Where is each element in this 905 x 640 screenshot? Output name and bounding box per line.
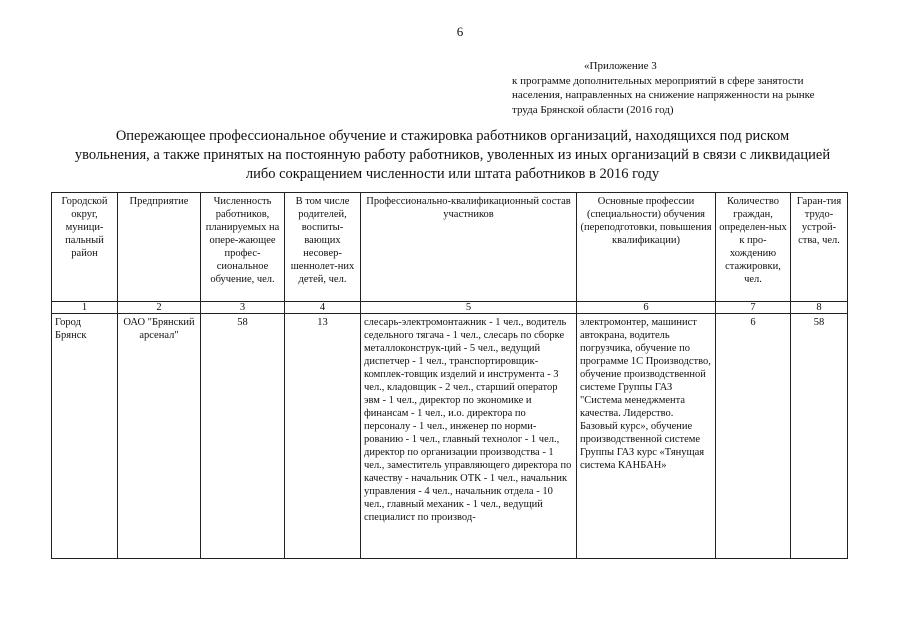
- header-cell-district: Городской округ, муници-пальный район: [52, 193, 118, 302]
- title-line: увольнения, а также принятых на постоянную работу работников, уволенных из иных организаций в связи с ликвидацией: [74, 147, 831, 163]
- column-number: 7: [716, 302, 791, 314]
- table-row: [52, 314, 848, 559]
- column-number: 6: [577, 302, 716, 314]
- document-title: [40, 127, 865, 184]
- page-number: 6: [456, 24, 464, 39]
- appendix-line: населения, направленных на снижение напряженности на рынке: [512, 89, 815, 101]
- cell-workers: 58: [201, 314, 285, 559]
- header-cell-professions: Основные профессии (специальности) обучения (переподготовки, повышения квалификации): [577, 193, 716, 302]
- column-number: 8: [791, 302, 848, 314]
- title-line: либо сокращением численности или штата работников в 2016 году: [245, 166, 660, 182]
- column-number: 5: [361, 302, 577, 314]
- cell-district: Город Брянск: [52, 314, 118, 559]
- appendix-note: [512, 59, 882, 117]
- header-cell-composition: Профессионально-квалификационный состав участников: [361, 193, 577, 302]
- header-cell-guarantee: Гаран-тия трудо-устрой-ства, чел.: [791, 193, 848, 302]
- participants-table: [51, 192, 848, 559]
- title-line: Опережающее профессиональное обучение и стажировка работников организаций, находящихся под риском: [115, 128, 790, 144]
- header-row: [52, 193, 848, 302]
- header-cell-parents: В том числе родителей, воспиты-вающих несовер-шеннолет-них детей, чел.: [285, 193, 361, 302]
- cell-enterprise: ОАО "Брянский арсенал": [118, 314, 201, 559]
- cell-parents: 13: [285, 314, 361, 559]
- cell-professions: электромонтер, машинист автокрана, водитель погрузчика, обучение по программе 1С Производство, обучение производственной системе Группы ГАЗ "Система менеджмента качества. Лидерство. Базовый курс», обучение производственной системе Группы ГАЗ курс «Тянущая система КАНБАН»: [577, 314, 716, 559]
- column-number: 4: [285, 302, 361, 314]
- appendix-title: «Приложение 3: [584, 60, 657, 72]
- cell-internship: 6: [716, 314, 791, 559]
- column-number: 3: [201, 302, 285, 314]
- cell-composition: слесарь-электромонтажник - 1 чел., водитель седельного тягача - 1 чел., слесарь по сборке металлоконструк-ций - 5 чел., ведущий диспетчер - 1 чел., транспортировщик-комплек-товщик изделий и инструмента - 3 чел., кладовщик - 2 чел., старший оператор эвм - 1 чел., директор по экономике и финансам - 1 чел., и.о. директора по персоналу - 1 чел., инженер по норми-рованию - 1 чел., главный технолог - 1 чел., директор по организации производства - 1 чел., заместитель управляющего директора по качеству - начальник ОТК - 1 чел., начальник управления - 4 чел., начальник отдела - 10 чел., главный механик - 1 чел., ведущий специалист по производ-: [361, 314, 577, 559]
- header-cell-enterprise: Предприятие: [118, 193, 201, 302]
- column-number: 2: [118, 302, 201, 314]
- cell-guarantee: 58: [791, 314, 848, 559]
- header-cell-internship: Количество граждан, определен-ных к про-хождению стажировки, чел.: [716, 193, 791, 302]
- column-number-row: [52, 302, 848, 314]
- header-cell-workers: Численность работников, планируемых на опере-жающее профес-сиональное обучение, чел.: [201, 193, 285, 302]
- appendix-line: к программе дополнительных мероприятий в сфере занятости: [512, 74, 804, 87]
- appendix-line: труда Брянской области (2016 год): [512, 103, 674, 116]
- column-number: 1: [52, 302, 118, 314]
